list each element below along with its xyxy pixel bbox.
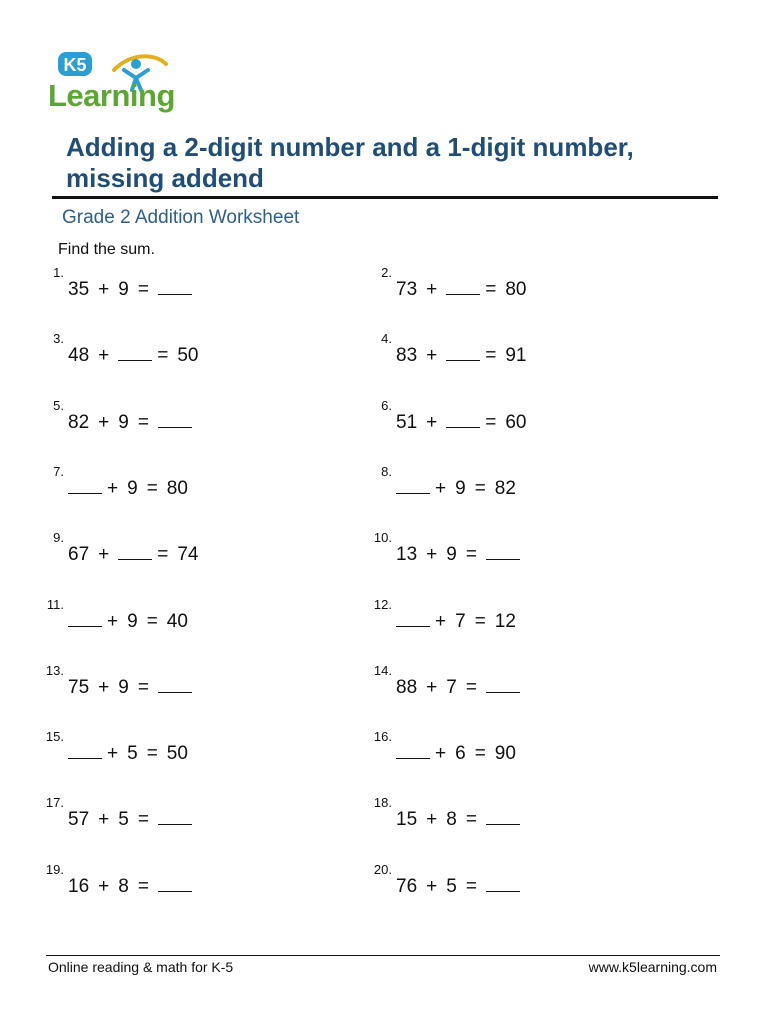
answer-blank[interactable] <box>68 736 102 759</box>
answer-blank[interactable] <box>158 802 192 825</box>
footer-tagline: Online reading & math for K-5 <box>48 959 234 975</box>
operand: 9 <box>118 676 129 698</box>
operator: + <box>107 610 119 632</box>
operator: + <box>98 809 110 831</box>
operand: 7 <box>455 610 466 632</box>
operator: = <box>146 743 158 765</box>
operator: = <box>157 544 169 566</box>
problem-expression <box>396 471 525 504</box>
operand: 73 <box>396 279 418 300</box>
operator: = <box>485 345 497 367</box>
operator: + <box>98 279 110 300</box>
problem-expression <box>68 471 197 504</box>
worksheet-subtitle: Grade 2 Addition Worksheet <box>62 207 300 228</box>
problem-number: 18. <box>373 795 392 811</box>
operator: + <box>107 477 119 499</box>
problem-number: 14. <box>373 662 392 678</box>
problem-expression <box>68 802 197 835</box>
operand: 51 <box>396 411 418 433</box>
operator: + <box>98 875 110 897</box>
operator: = <box>137 411 149 433</box>
operator: = <box>146 477 158 499</box>
problem-expression <box>68 405 197 438</box>
operator: = <box>465 809 477 831</box>
problem-number: 17. <box>45 795 64 811</box>
problem-expression <box>68 604 197 637</box>
operand: 90 <box>494 743 516 765</box>
answer-blank[interactable] <box>68 471 102 494</box>
operand: 91 <box>505 345 527 367</box>
problem-expression <box>68 736 197 769</box>
operator: + <box>426 345 438 367</box>
operand: 60 <box>505 411 527 433</box>
logo-word-text: Learning <box>48 78 175 113</box>
problem-expression <box>68 869 197 902</box>
problem-expression <box>396 670 525 703</box>
operator: = <box>137 676 149 698</box>
problem-expression <box>396 272 536 305</box>
operator: = <box>137 279 149 300</box>
problem-number: 2. <box>381 265 392 280</box>
problem-expression <box>396 736 525 769</box>
operand: 57 <box>68 809 90 831</box>
operator: + <box>435 743 447 765</box>
operand: 82 <box>494 477 516 499</box>
answer-blank[interactable] <box>118 338 152 361</box>
problem-number: 11. <box>46 596 64 612</box>
operator: + <box>98 345 110 367</box>
operand: 67 <box>68 544 90 566</box>
logo-badge-text: K5 <box>63 55 87 75</box>
operand: 35 <box>68 279 90 300</box>
operand: 6 <box>455 743 466 765</box>
problem-number: 1. <box>53 265 64 280</box>
operand: 5 <box>446 875 457 897</box>
operator: = <box>474 743 486 765</box>
problem-number: 19. <box>45 861 64 877</box>
operator: = <box>485 279 497 300</box>
problem-number: 8. <box>381 463 392 479</box>
operator: = <box>146 610 158 632</box>
operator: = <box>465 544 477 566</box>
operand: 12 <box>494 610 516 632</box>
answer-blank[interactable] <box>486 537 520 560</box>
operand: 83 <box>396 345 418 367</box>
problem-number: 4. <box>381 331 392 347</box>
problem-expression <box>396 405 536 438</box>
operand: 80 <box>505 279 527 300</box>
worksheet-title: Adding a 2-digit number and a 1-digit number, missing addend <box>66 132 634 193</box>
problem-number: 9. <box>53 530 64 546</box>
operator: = <box>474 610 486 632</box>
problem-number: 10. <box>373 530 392 546</box>
problem-number: 6. <box>381 397 392 413</box>
problem-expression <box>396 869 525 902</box>
operator: + <box>426 809 438 831</box>
answer-blank[interactable] <box>486 670 520 693</box>
operand: 5 <box>127 743 138 765</box>
operand: 9 <box>118 411 129 433</box>
problem-number: 3. <box>53 331 64 347</box>
answer-blank[interactable] <box>158 405 192 428</box>
operand: 9 <box>127 477 138 499</box>
operator: + <box>426 411 438 433</box>
answer-blank[interactable] <box>396 471 430 494</box>
problem-expression <box>396 604 525 637</box>
problem-expression <box>68 338 208 371</box>
operand: 16 <box>68 875 90 897</box>
operand: 80 <box>166 477 188 499</box>
problem-number: 13. <box>45 662 64 678</box>
problem-number: 12. <box>373 596 392 612</box>
operand: 9 <box>127 610 138 632</box>
worksheet-instructions: Find the sum. <box>58 241 155 258</box>
operator: = <box>465 676 477 698</box>
operand: 15 <box>396 809 418 831</box>
operator: + <box>107 743 119 765</box>
answer-blank[interactable] <box>158 869 192 892</box>
operand: 74 <box>177 544 199 566</box>
operator: = <box>137 875 149 897</box>
problem-number: 16. <box>373 729 392 745</box>
operand: 13 <box>396 544 418 566</box>
operand: 8 <box>446 809 457 831</box>
problem-expression <box>396 802 525 835</box>
problem-expression <box>68 537 208 570</box>
operator: + <box>426 544 438 566</box>
problem-number: 7. <box>53 463 64 479</box>
operator: = <box>157 345 169 367</box>
problem-expression <box>68 670 197 703</box>
operator: = <box>485 411 497 433</box>
answer-blank[interactable] <box>486 869 520 892</box>
answer-blank[interactable] <box>446 338 480 361</box>
answer-blank[interactable] <box>118 537 152 560</box>
operator: = <box>474 477 486 499</box>
operand: 5 <box>118 809 129 831</box>
answer-blank[interactable] <box>446 272 480 295</box>
operand: 8 <box>118 875 129 897</box>
operand: 9 <box>446 544 457 566</box>
answer-blank[interactable] <box>396 604 430 627</box>
operator: = <box>137 809 149 831</box>
problem-expression <box>68 272 197 305</box>
answer-blank[interactable] <box>446 405 480 428</box>
operator: + <box>426 676 438 698</box>
operand: 40 <box>166 610 188 632</box>
problem-expression <box>396 537 525 570</box>
operand: 76 <box>396 875 418 897</box>
operand: 75 <box>68 676 90 698</box>
operand: 82 <box>68 411 90 433</box>
operand: 7 <box>446 676 457 698</box>
answer-blank[interactable] <box>158 272 192 295</box>
operand: 9 <box>455 477 466 499</box>
problem-number: 5. <box>53 397 64 413</box>
operand: 50 <box>177 345 199 367</box>
problem-expression <box>396 338 536 371</box>
operator: + <box>98 411 110 433</box>
operator: + <box>435 477 447 499</box>
answer-blank[interactable] <box>486 802 520 825</box>
operand: 9 <box>118 279 129 300</box>
answer-blank[interactable] <box>396 736 430 759</box>
operand: 48 <box>68 345 90 367</box>
operand: 50 <box>166 743 188 765</box>
answer-blank[interactable] <box>158 670 192 693</box>
operator: = <box>465 875 477 897</box>
operator: + <box>98 676 110 698</box>
answer-blank[interactable] <box>68 604 102 627</box>
problem-number: 15. <box>45 729 64 745</box>
operator: + <box>426 875 438 897</box>
footer-divider <box>46 955 720 956</box>
footer-website: www.k5learning.com <box>588 959 717 975</box>
operator: + <box>435 610 447 632</box>
operand: 88 <box>396 676 418 698</box>
operator: + <box>98 544 110 566</box>
problem-number: 20. <box>373 861 392 877</box>
operator: + <box>426 279 438 300</box>
